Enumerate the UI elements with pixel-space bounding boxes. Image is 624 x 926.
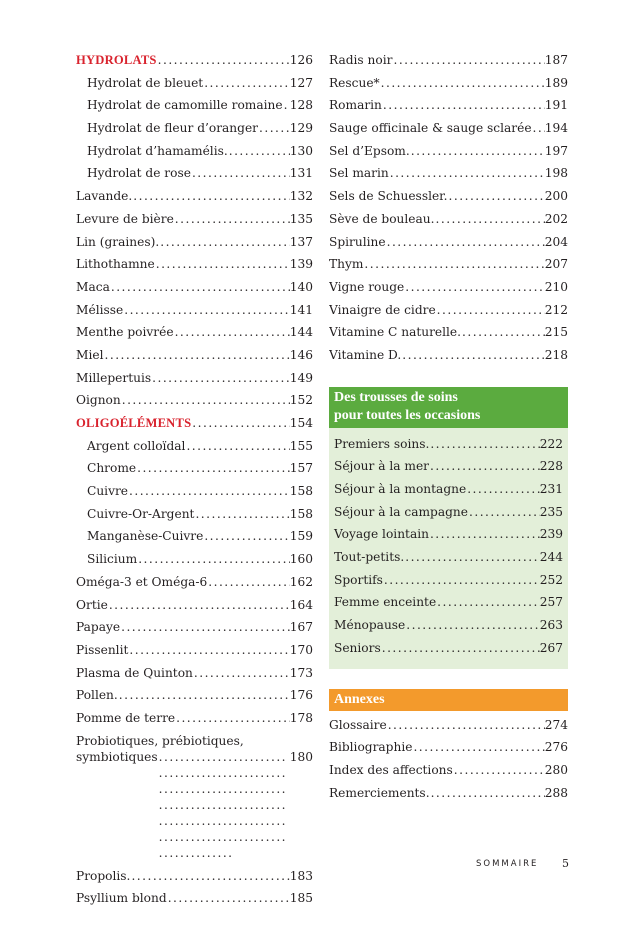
toc-entry[interactable]: [76, 370, 313, 393]
toc-entry[interactable]: [76, 234, 313, 257]
toc-entry[interactable]: [329, 324, 568, 347]
dot-leader: [412, 739, 544, 755]
dot-leader: [174, 324, 290, 340]
toc-entry[interactable]: [76, 347, 313, 370]
toc-entry-page: 167: [289, 620, 313, 635]
dot-leader: [203, 528, 289, 544]
toc-entry-label: Sels de Schuessler.: [329, 189, 448, 204]
toc-entry-page: 154: [289, 416, 313, 430]
toc-entry[interactable]: [76, 52, 313, 75]
dot-leader: [123, 302, 290, 318]
toc-entry-label: Propolis.: [76, 868, 131, 883]
toc-entry-label: Vitamine D.: [329, 347, 402, 362]
toc-entry-label: Pollen.: [76, 688, 118, 703]
toc-entry-page: 212: [544, 302, 568, 317]
toc-entry-label: Hydrolat de rose: [87, 166, 191, 181]
toc-entry-label: Lavande.: [76, 189, 133, 204]
dot-leader: [405, 617, 539, 633]
toc-left-column: [76, 52, 313, 913]
toc-entry-page: 164: [289, 597, 313, 612]
toc-entry[interactable]: [76, 619, 313, 642]
toc-entry-page: 204: [544, 234, 568, 249]
toc-entry-page: 139: [289, 257, 313, 272]
trousses-title-line2: pour toutes les occasions: [334, 407, 481, 423]
toc-entry[interactable]: [329, 143, 568, 166]
toc-entry-page: 170: [289, 642, 313, 657]
toc-entry[interactable]: [76, 438, 313, 461]
toc-entry[interactable]: [329, 279, 568, 302]
toc-entry-label: Thym: [329, 257, 364, 272]
toc-entry-label: Hydrolat de bleuet: [87, 75, 204, 90]
dot-leader: [401, 347, 544, 363]
toc-entry-label: Voyage lointain: [334, 527, 429, 542]
toc-entry-label: Hydrolat de camomille romaine: [87, 98, 283, 113]
toc-entry[interactable]: [329, 256, 568, 279]
toc-entry-page: 244: [539, 550, 563, 565]
toc-entry-page: 180: [289, 749, 313, 764]
toc-entry[interactable]: [329, 572, 568, 595]
trousses-entries: [329, 436, 568, 663]
dot-leader: [136, 460, 290, 476]
toc-entry-label: Oméga-3 et Oméga-6: [76, 574, 208, 589]
footer-section-label: SOMMAIRE: [476, 859, 539, 869]
toc-entry-label: Cuivre: [87, 484, 128, 499]
dot-leader: [532, 120, 545, 136]
toc-entry-page: 137: [289, 234, 313, 249]
toc-entry-page: 257: [539, 595, 563, 610]
annexes-title: Annexes: [329, 689, 568, 711]
toc-entry-label: Séjour à la campagne: [334, 504, 468, 519]
toc-entry-page: 135: [289, 211, 313, 226]
toc-entry-page: 210: [544, 279, 568, 294]
toc-entry-label: Seniors: [334, 640, 381, 655]
toc-entry-label: Hydrolat de fleur d’oranger: [87, 121, 258, 136]
toc-entry[interactable]: [76, 687, 313, 710]
toc-entry[interactable]: [329, 617, 568, 640]
dot-leader: [363, 256, 544, 272]
toc-entry[interactable]: [76, 460, 313, 483]
dot-leader: [194, 506, 289, 522]
toc-entry-label: OLIGOÉLÉMENTS: [76, 416, 192, 430]
dot-leader: [466, 481, 540, 497]
toc-entry[interactable]: [329, 302, 568, 325]
toc-entry-page: 131: [289, 166, 313, 181]
dot-leader: [130, 868, 289, 884]
toc-entry[interactable]: [329, 785, 568, 808]
dot-leader: [429, 526, 540, 542]
toc-entry-label: Ortie: [76, 597, 108, 612]
toc-entry-page: 222: [539, 436, 563, 451]
toc-entry-page: 235: [539, 504, 563, 519]
toc-entry-label: Sel d’Epsom.: [329, 143, 410, 158]
toc-entry-label: Sportifs: [334, 572, 383, 587]
toc-entry-page: 274: [544, 717, 568, 732]
toc-entry-label: Miel: [76, 347, 104, 362]
dot-leader: [468, 504, 540, 520]
toc-entry[interactable]: [329, 52, 568, 75]
toc-entry[interactable]: [76, 483, 313, 506]
dot-leader: [404, 549, 540, 565]
toc-entry-label: Pomme de terre: [76, 710, 176, 725]
dot-leader: [430, 785, 545, 801]
dot-leader: [404, 279, 544, 295]
trousses-title: [329, 387, 568, 428]
toc-entry-page: 189: [544, 75, 568, 90]
toc-entry[interactable]: [76, 574, 313, 597]
toc-entry-page: 130: [289, 143, 313, 158]
dot-leader: [389, 165, 545, 181]
toc-entry[interactable]: [76, 392, 313, 415]
toc-entry-page: 239: [539, 527, 563, 542]
trousses-section: [329, 387, 568, 669]
dot-leader: [128, 483, 290, 499]
dot-leader: [380, 75, 545, 91]
dot-leader: [429, 436, 539, 452]
toc-entry[interactable]: [76, 302, 313, 325]
dot-leader: [121, 392, 290, 408]
toc-entry-label: Spiruline: [329, 234, 386, 249]
toc-entry-page: 178: [289, 710, 313, 725]
toc-entry-page: 132: [289, 189, 313, 204]
dot-leader: [387, 717, 545, 733]
annexes-entries: [329, 717, 568, 808]
toc-entry-label: Argent colloïdal: [87, 438, 186, 453]
dot-leader: [381, 640, 540, 656]
toc-entry-page: 202: [544, 211, 568, 226]
toc-entry[interactable]: [76, 324, 313, 347]
dot-leader: [461, 324, 545, 340]
dot-leader: [175, 710, 290, 726]
toc-entry-page: 231: [539, 482, 563, 496]
toc-entry-label: Vitamine C naturelle.: [329, 325, 462, 340]
dot-leader: [382, 97, 545, 113]
toc-entry[interactable]: [329, 234, 568, 257]
toc-entry-page: 183: [289, 868, 313, 883]
toc-right-entries: [329, 52, 568, 370]
dot-leader: [104, 347, 290, 363]
dot-leader: [258, 120, 290, 136]
toc-entry[interactable]: [329, 120, 568, 143]
toc-entry-page: 215: [544, 325, 568, 340]
toc-entry[interactable]: [76, 75, 313, 98]
toc-entry-label: Maca: [76, 279, 110, 294]
toc-entry[interactable]: [329, 640, 568, 663]
toc-entry[interactable]: [76, 506, 313, 529]
toc-entry-page: 276: [544, 740, 568, 755]
toc-entry-label: Cuivre-Or-Argent: [87, 506, 195, 521]
toc-entry-label: Radis noir: [329, 53, 393, 67]
toc-entry-label: Papaye: [76, 620, 121, 635]
toc-entry[interactable]: [76, 415, 313, 438]
toc-entry-label: Psyllium blond: [76, 891, 167, 906]
toc-entry[interactable]: [329, 762, 568, 785]
toc-entry[interactable]: [329, 717, 568, 740]
toc-entry[interactable]: [329, 97, 568, 120]
toc-entry[interactable]: [329, 188, 568, 211]
toc-entry[interactable]: [76, 665, 313, 688]
dot-leader: [193, 665, 290, 681]
toc-entry-page: 288: [544, 785, 568, 800]
toc-entry-label: Plasma de Quinton: [76, 665, 193, 680]
dot-leader: [132, 188, 289, 204]
toc-entry[interactable]: [329, 165, 568, 188]
toc-entry-label-continued: symbiotiques: [76, 749, 158, 764]
toc-entry[interactable]: [76, 528, 313, 551]
toc-entry-label: Tout-petits.: [334, 550, 405, 565]
dot-leader: [157, 52, 290, 68]
toc-entry-label: Romarin: [329, 98, 382, 113]
toc-entry-label: Bibliographie: [329, 740, 413, 755]
toc-entry-label: Mélisse: [76, 302, 124, 317]
dot-leader: [167, 890, 290, 906]
toc-entry-page: 126: [289, 53, 313, 67]
toc-entry[interactable]: [76, 279, 313, 302]
dot-leader: [191, 165, 290, 181]
toc-entry-page: 162: [289, 574, 313, 589]
toc-entry[interactable]: [329, 481, 568, 504]
toc-entry-page: 158: [289, 506, 313, 521]
toc-entry-label: Vinaigre de cidre: [329, 302, 436, 317]
toc-entry-page: 149: [289, 370, 313, 385]
toc-entry[interactable]: [76, 890, 313, 913]
toc-entry[interactable]: [76, 97, 313, 120]
toc-entry-page: 129: [289, 121, 313, 136]
toc-entry-label: Rescue*: [329, 75, 380, 90]
dot-leader: [453, 762, 545, 778]
toc-right-column: [329, 52, 568, 807]
dot-leader: [386, 234, 545, 250]
toc-entry[interactable]: [76, 188, 313, 211]
dot-leader: [137, 551, 290, 567]
toc-entry-label: Sauge officinale & sauge sclarée: [329, 121, 532, 136]
toc-entry-page: 252: [539, 572, 563, 587]
dot-leader: [203, 75, 290, 91]
toc-entry-label: Lin (graines).: [76, 234, 160, 249]
dot-leader: [128, 642, 289, 658]
toc-entry-label: HYDROLATS: [76, 53, 157, 67]
toc-entry-label: Lithothamne: [76, 257, 155, 272]
trousses-title-line1: Des trousses de soins: [334, 389, 458, 405]
dot-leader: [185, 438, 289, 454]
toc-entry-page: 194: [544, 121, 568, 136]
dot-leader: [110, 279, 290, 295]
toc-entry[interactable]: [76, 710, 313, 733]
toc-entry-label: Premiers soins.: [334, 436, 430, 451]
dot-leader: [448, 188, 545, 204]
toc-entry-label: Pissenlit: [76, 642, 129, 657]
toc-entry-page: 144: [289, 325, 313, 340]
toc-entry-page: 218: [544, 347, 568, 362]
toc-entry-page: 185: [289, 891, 313, 906]
toc-entry-page: 128: [289, 98, 313, 113]
toc-entry-page: 159: [289, 529, 313, 544]
toc-entry-label: Silicium: [87, 552, 138, 567]
toc-entry-label: Glossaire: [329, 717, 387, 732]
dot-leader: [436, 302, 545, 318]
toc-entry[interactable]: [76, 597, 313, 620]
toc-entry[interactable]: [76, 551, 313, 574]
toc-entry[interactable]: [329, 504, 568, 527]
toc-entry-page: 157: [289, 461, 313, 476]
dot-leader: [429, 458, 540, 474]
toc-entry-label: Hydrolat d’hamamélis.: [87, 143, 228, 158]
toc-entry[interactable]: [76, 143, 313, 166]
toc-entry-page: 207: [544, 257, 568, 272]
toc-entry-label: Ménopause: [334, 618, 406, 633]
toc-entry-label: Vigne rouge: [329, 279, 405, 294]
toc-entry-page: 263: [539, 618, 563, 633]
toc-entry[interactable]: [76, 165, 313, 188]
toc-entry[interactable]: [76, 120, 313, 143]
dot-leader: [108, 597, 290, 613]
dot-leader: [159, 234, 290, 250]
toc-entry-page: 160: [289, 552, 313, 567]
toc-entry-label: Index des affections: [329, 762, 453, 777]
toc-entry-page: 158: [289, 484, 313, 499]
dot-leader: [228, 143, 290, 159]
dot-leader: [383, 572, 540, 588]
toc-entry-page: 140: [289, 279, 313, 294]
dot-leader: [155, 256, 290, 272]
toc-entry-page: 141: [289, 302, 313, 317]
toc-entry-page: 200: [544, 189, 568, 204]
toc-entry[interactable]: [76, 211, 313, 234]
toc-entry-label: Remerciements.: [329, 785, 430, 800]
toc-entry-page: 187: [544, 53, 568, 67]
toc-entry[interactable]: [76, 868, 313, 891]
toc-entry[interactable]: [329, 594, 568, 617]
toc-entry-page: 127: [289, 75, 313, 90]
toc-entry-label: Levure de bière: [76, 211, 174, 226]
toc-entry-label: Femme enceinte: [334, 595, 437, 610]
dot-leader: [283, 97, 290, 113]
dot-leader: [158, 749, 290, 861]
dot-leader: [120, 619, 290, 635]
dot-leader: [191, 415, 289, 431]
toc-entry-label: Chrome: [87, 461, 137, 476]
toc-entry[interactable]: [76, 642, 313, 665]
toc-entry-label: Oignon: [76, 393, 121, 408]
toc-entry-page: 228: [539, 459, 563, 474]
toc-entry-page: 198: [544, 166, 568, 181]
toc-entry-page: 155: [289, 438, 313, 453]
dot-leader: [435, 211, 545, 227]
dot-leader: [174, 211, 290, 227]
toc-entry-page: 280: [544, 762, 568, 777]
toc-entry[interactable]: [76, 733, 313, 868]
toc-entry-page: 146: [289, 347, 313, 362]
toc-entry[interactable]: [329, 436, 568, 459]
toc-entry[interactable]: [329, 739, 568, 762]
toc-entry-page: 176: [289, 688, 313, 703]
dot-leader: [436, 594, 540, 610]
toc-entry-label: Séjour à la mer: [334, 459, 430, 474]
toc-entry-label: Menthe poivrée: [76, 325, 174, 340]
dot-leader: [207, 574, 289, 590]
toc-entry-page: 191: [544, 98, 568, 113]
page-number: 5: [562, 857, 569, 870]
dot-leader: [151, 370, 290, 386]
toc-entry-page: 152: [289, 393, 313, 408]
toc-entry[interactable]: [329, 347, 568, 370]
toc-entry-page: 173: [289, 665, 313, 680]
toc-entry[interactable]: [329, 458, 568, 481]
toc-entry[interactable]: [76, 256, 313, 279]
toc-entry[interactable]: [329, 211, 568, 234]
toc-entry[interactable]: [329, 75, 568, 98]
toc-entry-label: Séjour à la montagne: [334, 482, 467, 496]
toc-entry[interactable]: [329, 526, 568, 549]
toc-entry-page: 197: [544, 143, 568, 158]
toc-entry-label: Millepertuis: [76, 370, 152, 385]
toc-entry-label: Sève de bouleau.: [329, 211, 435, 226]
toc-entry-label: Probiotiques, prébiotiques,: [76, 733, 244, 748]
dot-leader: [392, 52, 544, 68]
toc-entry-label: Manganèse-Cuivre: [87, 529, 204, 544]
toc-entry-page: 267: [539, 640, 563, 655]
toc-entry-label: Sel marin: [329, 166, 389, 181]
toc-entry[interactable]: [329, 549, 568, 572]
dot-leader: [410, 143, 545, 159]
dot-leader: [118, 687, 290, 703]
